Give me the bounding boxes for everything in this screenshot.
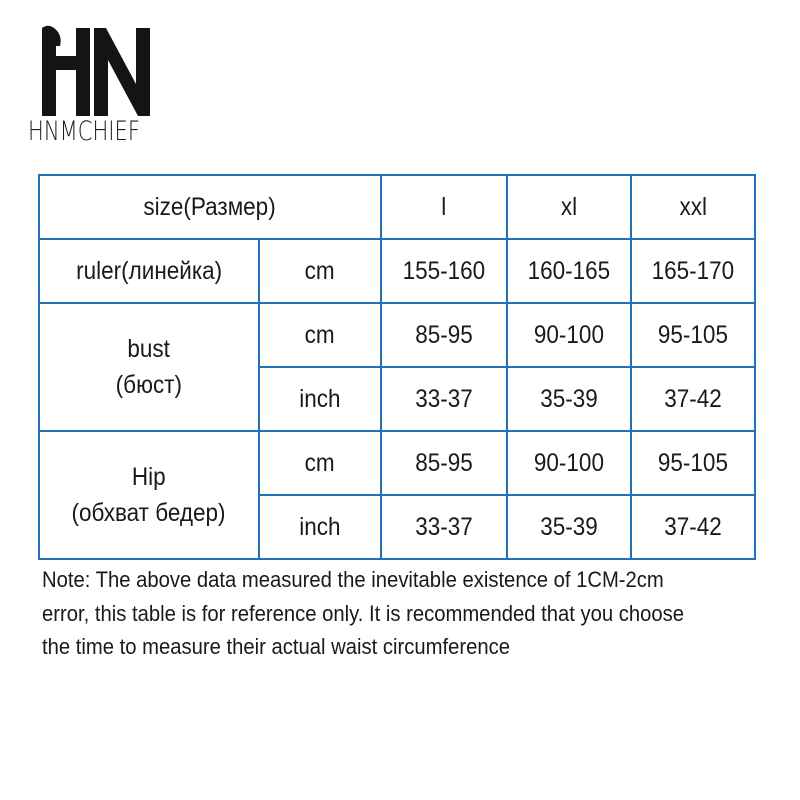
size-chart-table bbox=[38, 174, 756, 560]
hip-cm-xl: 90-100 bbox=[508, 432, 632, 496]
bust-inch-l: 33-37 bbox=[382, 368, 508, 432]
bust-inch-xxl: 37-42 bbox=[632, 368, 754, 432]
brand-logo-mark bbox=[40, 24, 150, 116]
bust-cm-xxl: 95-105 bbox=[632, 304, 754, 368]
brand-wordmark: HNMCHIEF bbox=[28, 116, 140, 147]
hip-inch-xxl: 37-42 bbox=[664, 513, 722, 541]
note-line-2: error, this table is for reference only. It is recommended that you choose bbox=[42, 600, 685, 626]
ruler-value-l: 155-160 bbox=[382, 240, 508, 304]
bust-cm-l: 85-95 bbox=[382, 304, 508, 368]
ruler-value-xl: 160-165 bbox=[508, 240, 632, 304]
hip-label: Hip (обхват бедер) bbox=[40, 432, 260, 558]
hip-inch-xl: 35-39 bbox=[508, 496, 632, 558]
ruler-label: ruler(линейка) bbox=[40, 240, 260, 304]
hip-cm-unit: cm bbox=[260, 432, 382, 496]
header-size-xl: xl bbox=[508, 176, 632, 240]
bust-label: bust (бюст) bbox=[40, 304, 260, 432]
bust-inch-xl: 35-39 bbox=[508, 368, 632, 432]
note-line-3: the time to measure their actual waist circumference bbox=[42, 634, 510, 659]
header-size-label: size(Размер) bbox=[40, 176, 382, 240]
measurement-note bbox=[42, 563, 762, 664]
bust-inch-unit: inch bbox=[260, 368, 382, 432]
note-line-1: Note: The above data measured the inevitable existence of 1CM-2cm bbox=[42, 567, 664, 592]
ruler-unit: cm bbox=[260, 240, 382, 304]
bust-cm-xl: 90-100 bbox=[508, 304, 632, 368]
hip-cm-l: 85-95 bbox=[382, 432, 508, 496]
hip-cm-xxl: 95-105 bbox=[632, 432, 754, 496]
bust-cm-unit: cm bbox=[260, 304, 382, 368]
hip-inch-l: 33-37 bbox=[382, 496, 508, 558]
ruler-value-xxl: 165-170 bbox=[632, 240, 754, 304]
brand-logo bbox=[28, 24, 178, 147]
header-size-l: l bbox=[382, 176, 508, 240]
hip-inch-unit: inch bbox=[260, 496, 382, 558]
header-size-xxl: xxl bbox=[632, 176, 754, 240]
